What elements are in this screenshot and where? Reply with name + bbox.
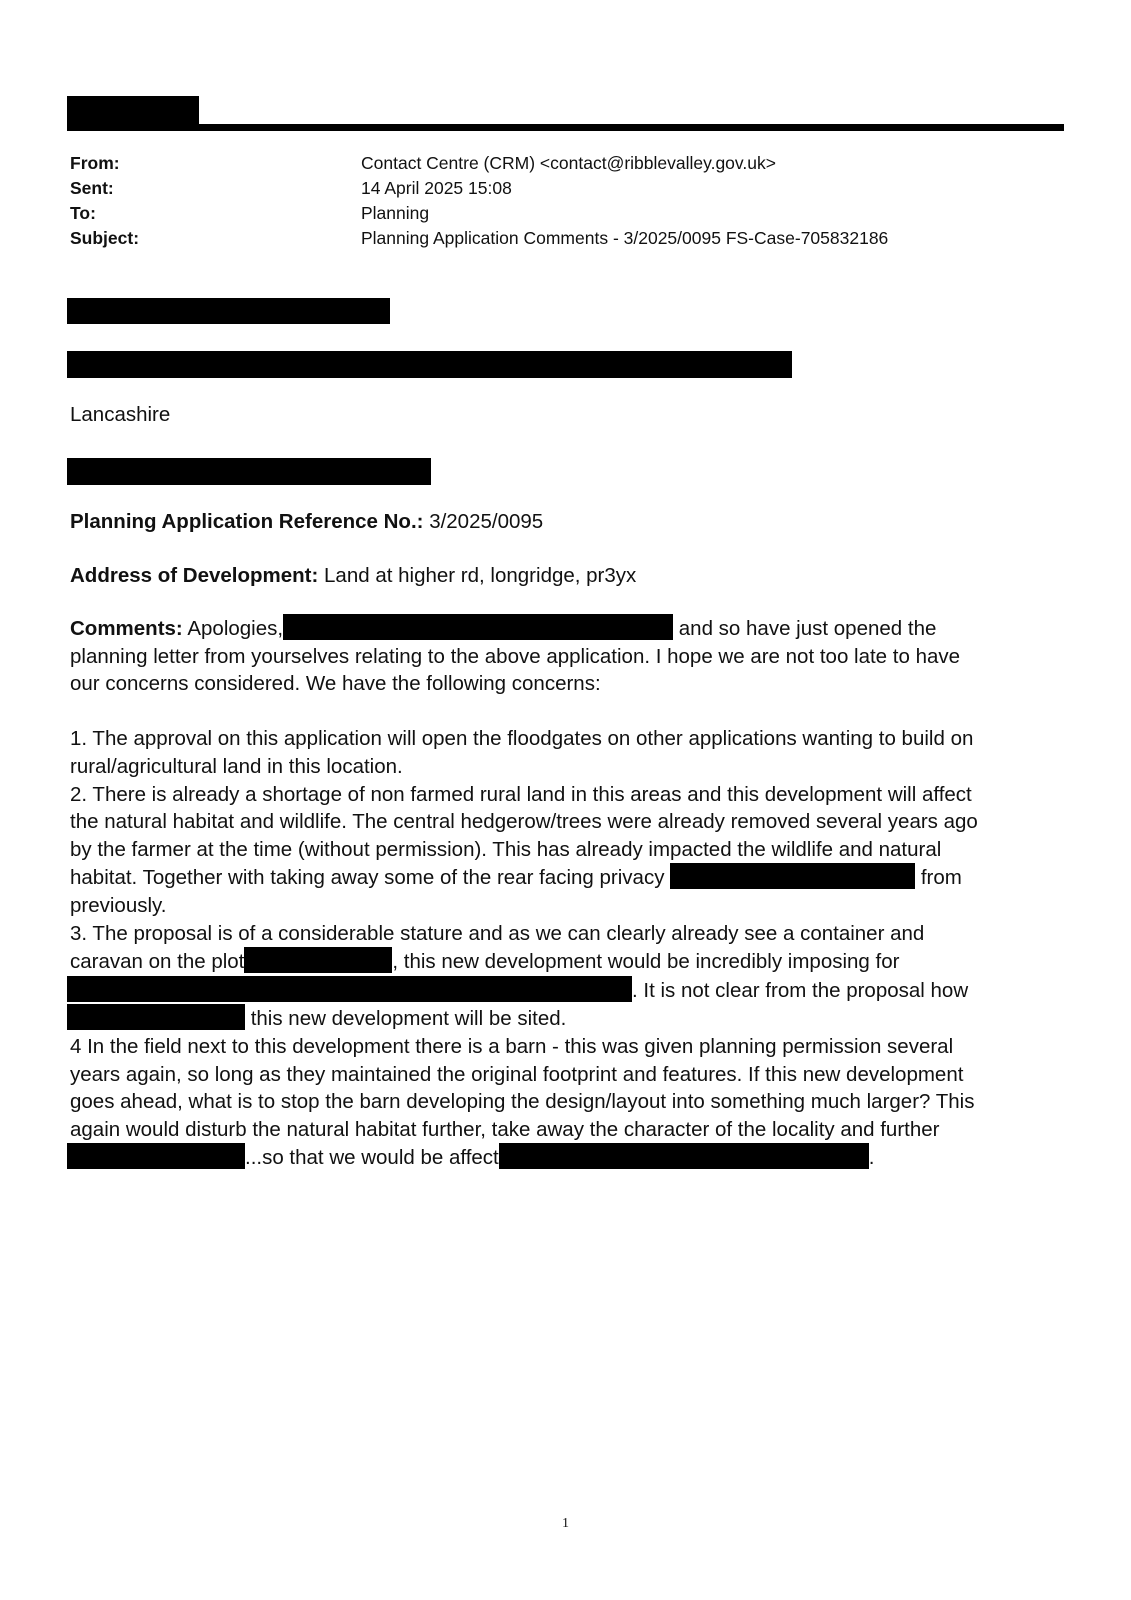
comments-line: [70, 614, 1070, 643]
to-row: [70, 201, 888, 226]
concern-3-line: [70, 947, 1070, 976]
concern-2-text: the natural habitat and wildlife. The central hedgerow/trees were already removed several years ago: [70, 810, 978, 834]
concern-3-text: caravan on the plot: [70, 950, 245, 974]
subject-row: [70, 226, 888, 251]
concern-2-text: by the farmer at the time (without permission). This has already impacted the wildlife and natural: [70, 837, 942, 861]
subject-label: Subject:: [70, 228, 140, 248]
comments-label: Comments:: [70, 617, 183, 640]
concern-3-text: 3. The proposal is of a considerable stature and as we can clearly already see a container and: [70, 921, 925, 945]
from-label: From:: [70, 153, 120, 173]
concern-4-line: [67, 1143, 1070, 1172]
email-header: [70, 151, 888, 251]
development-line: [70, 562, 1070, 590]
from-row: [70, 151, 888, 176]
subject-value: Planning Application Comments - 3/2025/0095 FS-Case-705832186: [361, 228, 889, 248]
concern-3-text: . It is not clear from the proposal how: [632, 978, 969, 1002]
redacted-address-line: [67, 351, 792, 378]
concern-4-text: years again, so long as they maintained the original footprint and features. If this new development: [70, 1062, 964, 1086]
comments-body: [70, 614, 1070, 1172]
comments-text: Apologies,: [187, 617, 284, 640]
address-county: Lancashire: [70, 403, 171, 426]
concern-4-text: ...so that we would be affect: [245, 1146, 499, 1170]
redacted-postcode-line: [67, 458, 431, 485]
sent-row: [70, 176, 888, 201]
redacted-text: [499, 1143, 869, 1169]
reference-line: [70, 508, 1070, 536]
redacted-name-line: [67, 298, 390, 324]
development-label: Address of Development:: [70, 564, 319, 587]
from-value: Contact Centre (CRM) <contact@ribblevalley.gov.uk>: [361, 153, 776, 173]
concern-3-text: , this new development would be incredibly imposing for: [392, 950, 900, 974]
redacted-text: [670, 863, 915, 889]
redacted-text: [244, 947, 392, 973]
concern-2-text: 2. There is already a shortage of non farmed rural land in this areas and this development will affect: [70, 782, 972, 806]
redacted-text: [67, 1143, 245, 1169]
spacer: [70, 698, 1070, 726]
concern-3-line: [67, 976, 1070, 1005]
concern-1-text: rural/agricultural land in this location.: [70, 754, 403, 778]
sent-value: 14 April 2025 15:08: [361, 178, 512, 198]
redacted-text: [283, 614, 673, 640]
concern-2-text: previously.: [70, 893, 167, 917]
concern-4-text: .: [868, 1146, 875, 1170]
concern-3-line: [67, 1004, 1070, 1033]
header-rule: [67, 124, 1064, 131]
concern-1-text: 1. The approval on this application will open the floodgates on other applications wanting to build on: [70, 727, 974, 751]
concern-2-text: from: [920, 866, 962, 890]
reference-value: 3/2025/0095: [429, 510, 544, 533]
redacted-sender-name: [67, 96, 199, 126]
page-number: 1: [562, 1516, 569, 1531]
development-value: Land at higher rd, longridge, pr3yx: [324, 564, 637, 587]
concern-4-text: again would disturb the natural habitat further, take away the character of the locality and further: [70, 1117, 940, 1141]
sent-label: Sent:: [70, 178, 114, 198]
reference-label: Planning Application Reference No.:: [70, 510, 424, 533]
concern-4-text: goes ahead, what is to stop the barn developing the design/layout into something much larger? This: [70, 1090, 975, 1114]
concern-2-line: [70, 863, 1070, 892]
comments-text: our concerns considered. We have the following concerns:: [70, 672, 601, 696]
redacted-text: [67, 976, 632, 1002]
to-value: Planning: [361, 203, 430, 223]
comments-text: planning letter from yourselves relating to the above application. I hope we are not too late to have: [70, 644, 961, 668]
to-label: To:: [70, 203, 96, 223]
concern-4-text: 4 In the field next to this development there is a barn - this was given planning permission several: [70, 1034, 954, 1058]
comments-text: and so have just opened the: [678, 617, 937, 640]
redacted-text: [67, 1004, 245, 1030]
concern-2-text: habitat. Together with taking away some of the rear facing privacy: [70, 866, 665, 890]
concern-3-text: this new development will be sited.: [250, 1007, 567, 1031]
